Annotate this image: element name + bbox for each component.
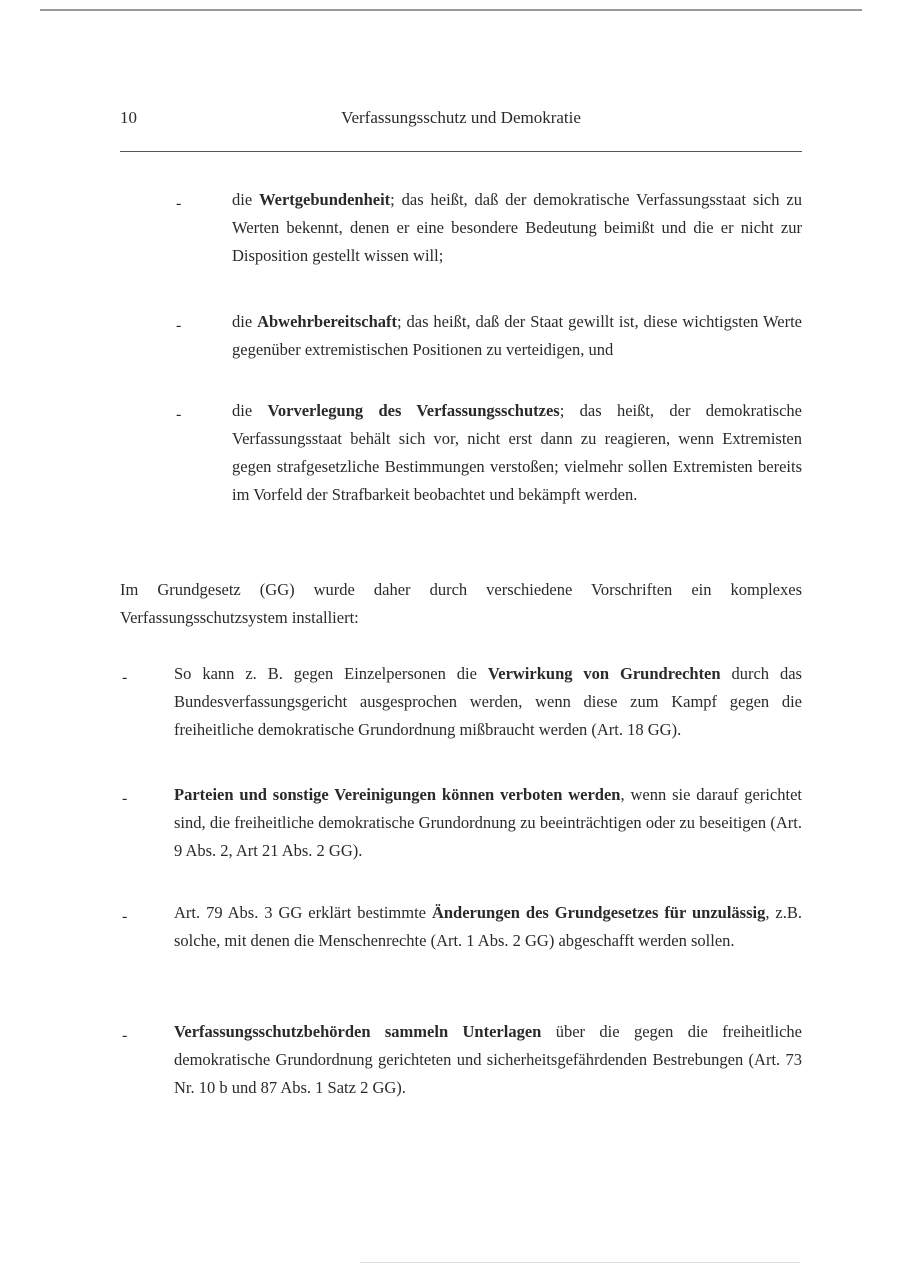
list-item-vorverlegung: die Vorverlegung des Verfassungsschutzes; das heißt, der demokratische Verfassungsstaat behält sich vor, nicht erst dann zu reagieren, wenn Extremisten gegen strafgesetzliche Bestimmungen verstoßen; vielmehr sollen Extremisten bereits im Vorfeld der Strafbarkeit beobachtet und bekämpft werden. bbox=[232, 401, 802, 504]
page-number: 10 bbox=[120, 108, 137, 127]
list-dash: - bbox=[122, 908, 128, 925]
scan-top-edge bbox=[40, 9, 862, 11]
list-dash: - bbox=[176, 406, 182, 423]
header-rule bbox=[120, 151, 802, 152]
list-item-parteiverbot: Parteien und sonstige Vereinigungen können verboten werden, wenn sie darauf gerichtet sind, die freiheitliche demokratische Grundordnung zu beeinträchtigen oder zu beseitigen (Art. 9 Abs. 2, Art 21 Abs. 2 GG). bbox=[174, 785, 802, 860]
list-dash: - bbox=[176, 195, 182, 212]
bold-term: Änderungen des Grundgesetzes für unzulässig bbox=[431, 903, 766, 922]
bold-term: Verwirkung von Grundrechten bbox=[487, 664, 721, 683]
list-dash: - bbox=[176, 317, 182, 334]
scan-bottom-edge bbox=[360, 1262, 800, 1263]
list-dash: - bbox=[122, 790, 128, 807]
bold-term: Verfassungsschutzbehörden sammeln Unterlagen bbox=[174, 1022, 542, 1041]
list-dash: - bbox=[122, 1027, 128, 1044]
bold-term: Wertgebundenheit bbox=[259, 190, 391, 209]
list-item-verfassungsschutzbehoerden: Verfassungsschutzbehörden sammeln Unterlagen über die gegen die freiheitliche demokratische Grundordnung gerichteten und sicherheitsgefährdenden Bestrebungen (Art. 73 Nr. 10 b und 87 Abs. 1 Satz 2 GG). bbox=[174, 1022, 802, 1097]
bold-term: Abwehrbereitschaft bbox=[257, 312, 398, 331]
list-item-aenderungen: Art. 79 Abs. 3 GG erklärt bestimmte Änderungen des Grundgesetzes für unzulässig, z.B. solche, mit denen die Menschenrechte (Art. 1 Abs. 2 GG) abgeschafft werden sollen. bbox=[174, 903, 802, 950]
list-item-abwehrbereitschaft: die Abwehrbereitschaft; das heißt, daß der Staat gewillt ist, diese wichtigsten Werte gegenüber extremistischen Positionen zu verteidigen, und bbox=[232, 312, 802, 359]
list-item-wertgebundenheit: die Wertgebundenheit; das heißt, daß der demokratische Verfassungsstaat sich zu Werten bekennt, denen er eine besondere Bedeutung beimißt und die er nicht zur Disposition gestellt wissen will; bbox=[232, 190, 802, 265]
running-title: Verfassungsschutz und Demokratie bbox=[341, 108, 581, 127]
page-header bbox=[120, 108, 802, 138]
body-paragraph: Im Grundgesetz (GG) wurde daher durch verschiedene Vorschriften ein komplexes Verfassungsschutzsystem installiert: bbox=[120, 580, 802, 627]
bold-term: Vorverlegung des Verfassungsschutzes bbox=[267, 401, 560, 420]
list-item-verwirkung: So kann z. B. gegen Einzelpersonen die Verwirkung von Grundrechten durch das Bundesverfassungsgericht ausgesprochen werden, wenn diese zum Kampf gegen die freiheitliche demokratische Grundordnung mißbraucht werden (Art. 18 GG). bbox=[174, 664, 802, 739]
bold-term: Parteien und sonstige Vereinigungen können verboten werden bbox=[174, 785, 621, 804]
list-dash: - bbox=[122, 669, 128, 686]
